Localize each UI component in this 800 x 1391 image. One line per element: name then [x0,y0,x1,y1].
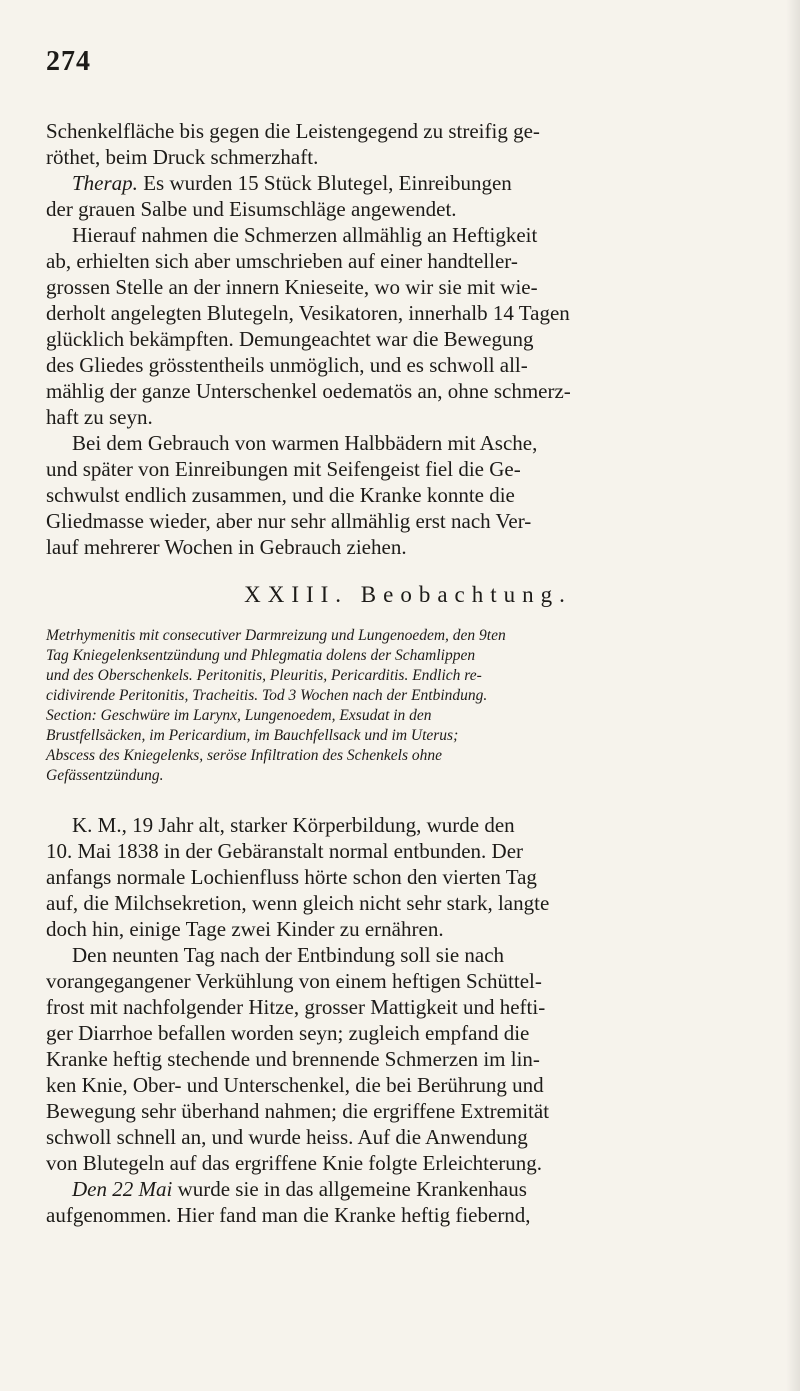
text-line: ger Diarrhoe befallen worden seyn; zugleich empfand die [46,1021,530,1045]
text-line: frost mit nachfolgender Hitze, grosser Mattigkeit und hefti- [46,995,546,1019]
summary-line: und des Oberschenkels. Peritonitis, Pleuritis, Pericarditis. Endlich re- [46,667,482,684]
text-line: glücklich bekämpften. Demungeachtet war die Bewegung [46,327,534,351]
summary-line: Metrhymenitis mit consecutiver Darmreizung und Lungenoedem, den 9ten [46,627,506,644]
text-line: röthet, beim Druck schmerzhaft. [46,145,319,169]
text-line: grossen Stelle an der innern Knieseite, wo wir sie mit wie- [46,275,538,299]
text-line: vorangegangener Verkühlung von einem heftigen Schüttel- [46,969,542,993]
summary-line: Tag Kniegelenksentzündung und Phlegmatia dolens der Schamlippen [46,647,476,664]
text-line: auf, die Milchsekretion, wenn gleich nicht sehr stark, langte [46,891,550,915]
page-number: 274 [46,46,91,77]
summary-line: Abscess des Kniegelenks, seröse Infiltration des Schenkels ohne [46,747,443,764]
case-summary [46,626,770,786]
text-line: aufgenommen. Hier fand man die Kranke heftig fiebernd, [46,1203,531,1227]
therapy-paragraph-line [46,170,770,196]
text-line: Gliedmasse wieder, aber nur sehr allmählig erst nach Ver- [46,509,532,533]
text-line: derholt angelegten Blutegeln, Vesikatoren, innerhalb 14 Tagen [46,301,570,325]
text-line: Schenkelfläche bis gegen die Leistengegend zu streifig ge- [46,119,540,143]
text-line: der grauen Salbe und Eisumschläge angewendet. [46,197,457,221]
text-line: 10. Mai 1838 in der Gebäranstalt normal entbunden. Der [46,839,524,863]
text-segment: wurde sie in das allgemeine Krankenhaus [172,1177,527,1201]
observation-heading: XXIII. Beobachtung. [244,582,572,607]
text-line: mählig der ganze Unterschenkel oedematös an, ohne schmerz- [46,379,571,403]
summary-line: Section: Geschwüre im Larynx, Lungenoedem, Exsudat in den [46,707,432,724]
text-line: anfangs normale Lochienfluss hörte schon den vierten Tag [46,865,537,889]
text-line: ab, erhielten sich aber umschrieben auf einer handteller- [46,249,518,273]
text-line: des Gliedes grösstentheils unmöglich, und es schwoll all- [46,353,528,377]
text-line: Den neunten Tag nach der Entbindung soll sie nach [72,943,505,967]
text-line: doch hin, einige Tage zwei Kinder zu ernähren. [46,917,444,941]
text-line: Hierauf nahmen die Schmerzen allmählig an Heftigkeit [72,223,538,247]
text-line: schwulst endlich zusammen, und die Kranke konnte die [46,483,515,507]
summary-line: Brustfellsäcken, im Pericardium, im Bauchfellsack und im Uterus; [46,727,459,744]
text-line: haft zu seyn. [46,405,153,429]
page-edge-shadow [786,0,800,1391]
date-label: Den 22 Mai [72,1177,173,1201]
summary-line: Gefässentzündung. [46,767,164,784]
text-line: lauf mehrerer Wochen in Gebrauch ziehen. [46,535,407,559]
text-line: Kranke heftig stechende und brennende Schmerzen im lin- [46,1047,540,1071]
text-line: K. M., 19 Jahr alt, starker Körperbildung, wurde den [72,813,515,837]
text-line: ken Knie, Ober- und Unterschenkel, die bei Berührung und [46,1073,544,1097]
text-segment: Es wurden 15 Stück Blutegel, Einreibungen [137,171,512,195]
text-line: von Blutegeln auf das ergriffene Knie folgte Erleichterung. [46,1151,543,1175]
text-line: und später von Einreibungen mit Seifengeist fiel die Ge- [46,457,521,481]
therapy-label: Therap. [72,171,138,195]
page-text [46,118,770,1228]
text-line: Bewegung sehr überhand nahmen; die ergriffene Extremität [46,1099,550,1123]
text-line: Bei dem Gebrauch von warmen Halbbädern mit Asche, [72,431,538,455]
admission-paragraph-line [46,1176,770,1202]
text-line: schwoll schnell an, und wurde heiss. Auf die Anwendung [46,1125,528,1149]
summary-line: cidivirende Peritonitis, Tracheitis. Tod 3 Wochen nach der Entbindung. [46,687,488,704]
